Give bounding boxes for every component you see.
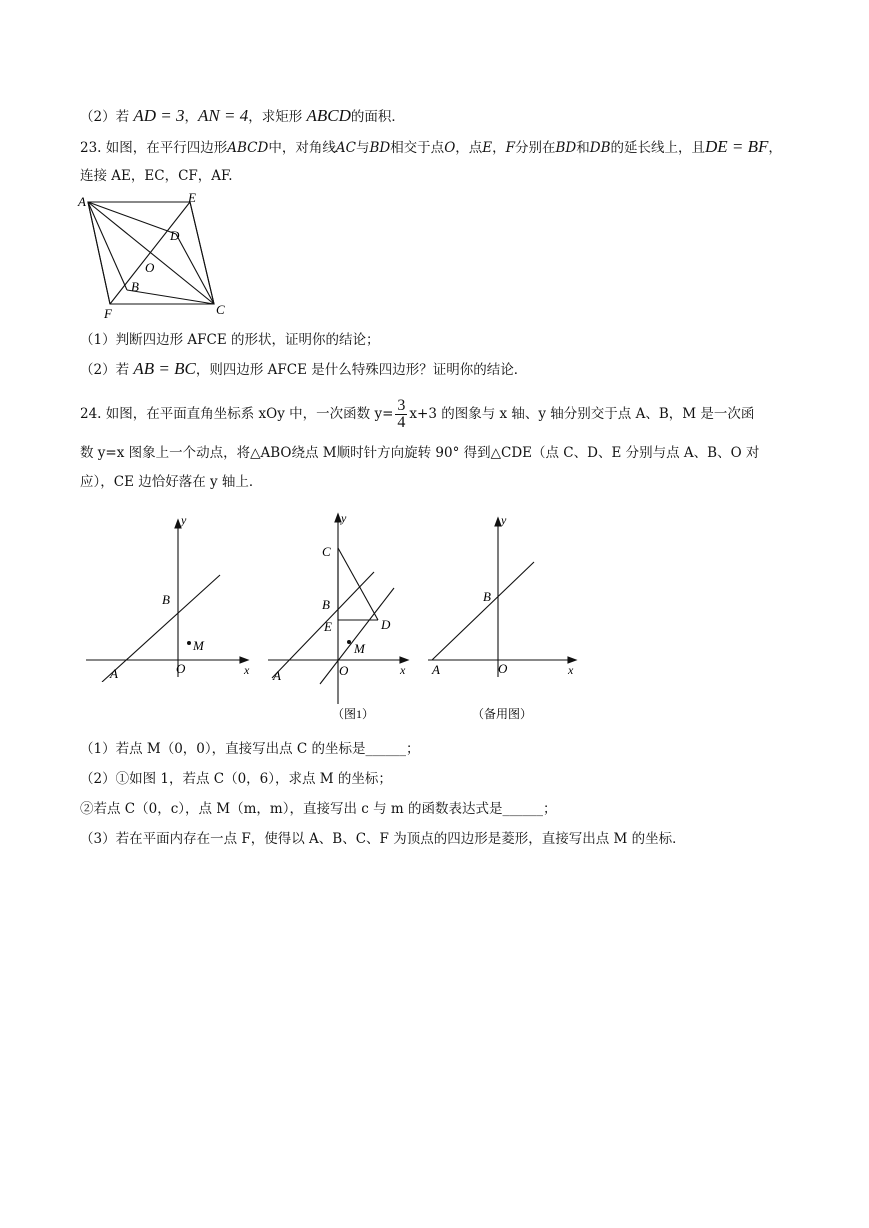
q23-line1: 23. 如图，在平行四边形ABCD中，对角线AC与BD相交于点O，点E，F分别在BD和DB的延长线上，且DE = BF， xyxy=(80,137,782,156)
q24-part2b: ②若点 C（0，c），点 M（m，m），直接写出 c 与 m 的函数表达式是______； xyxy=(80,801,557,817)
fig2-B: B xyxy=(322,597,330,612)
fig1-B: B xyxy=(162,592,170,607)
eq-an: AN = 4 xyxy=(198,106,249,125)
fig3-A: A xyxy=(432,662,440,677)
fig3-B: B xyxy=(483,589,491,604)
fig2-D: D xyxy=(381,617,391,632)
fig2-C: C xyxy=(322,544,331,559)
q23-part1: （1）判断四边形 AFCE 的形状，证明你的结论； xyxy=(80,332,380,348)
fig1-M: M xyxy=(193,638,204,653)
label-D: D xyxy=(170,228,180,243)
fig1-y: y xyxy=(181,513,187,527)
label-A: A xyxy=(78,194,86,209)
label-O: O xyxy=(145,260,155,275)
fig2-M: M xyxy=(354,641,365,656)
fig1-A: A xyxy=(110,666,118,681)
q24-part1: （1）若点 M（0，0），直接写出点 C 的坐标是______； xyxy=(80,741,420,757)
eq-de-bf: DE = BF xyxy=(705,137,769,156)
fig3-O: O xyxy=(498,661,508,676)
fig2-E: E xyxy=(324,619,332,634)
q24-line2: 数 y=x 图象上一个动点，将△ABO绕点 M顺时针方向旋转 90° 得到△CDE（点 C、D、E 分别与点 A、B、O 对 xyxy=(80,445,760,461)
label-C: C xyxy=(216,302,225,317)
fig2-x: x xyxy=(400,663,406,677)
fig2-A: A xyxy=(273,668,281,683)
eq-ad: AD = 3 xyxy=(133,106,185,125)
fig1-O: O xyxy=(176,661,186,676)
fraction-3-4: $\frac{3}{4}$ xyxy=(397,397,406,431)
q24-figure-3 xyxy=(424,512,584,726)
rect-name: ABCD xyxy=(306,106,351,125)
q24-figure-1 xyxy=(80,512,260,682)
label-B: B xyxy=(131,279,139,294)
fig3-x: x xyxy=(568,663,574,677)
q24-line1: 24. 如图，在平面直角坐标系 xOy 中，一次函数 y= $\frac{3}{4}$ x+3 的图象与 x 轴、y 轴分别交于点 A、B，M 是一次函 xyxy=(80,397,755,431)
fig3-y: y xyxy=(501,513,507,527)
q23-figure xyxy=(72,192,242,322)
q22-part2: （2）若 AD = 3，AN = 4，求矩形 ABCD的面积． xyxy=(80,106,405,125)
fig3-caption: （备用图） xyxy=(472,707,533,721)
label-F: F xyxy=(104,306,112,321)
q24-part3: （3）若在平面内存在一点 F，使得以 A、B、C、F 为顶点的四边形是菱形，直接写出点 M 的坐标． xyxy=(80,831,686,847)
q24-line3: 应），CE 边恰好落在 y 轴上． xyxy=(80,474,263,490)
label-E: E xyxy=(188,192,196,205)
q23-part2: （2）若 AB = BC，则四边形 AFCE 是什么特殊四边形？证明你的结论． xyxy=(80,359,528,378)
fig2-O: O xyxy=(339,663,349,678)
fig1-x: x xyxy=(244,663,250,677)
q24-figure-2 xyxy=(262,508,422,726)
q23-line2: 连接 AE，EC，CF，AF. xyxy=(80,168,233,184)
q24-part2: （2）①如图 1，若点 C（0，6），求点 M 的坐标； xyxy=(80,771,392,787)
fig2-caption: （图1） xyxy=(332,707,375,721)
eq-ab-bc: AB = BC xyxy=(133,359,196,378)
fig2-y: y xyxy=(341,511,347,525)
